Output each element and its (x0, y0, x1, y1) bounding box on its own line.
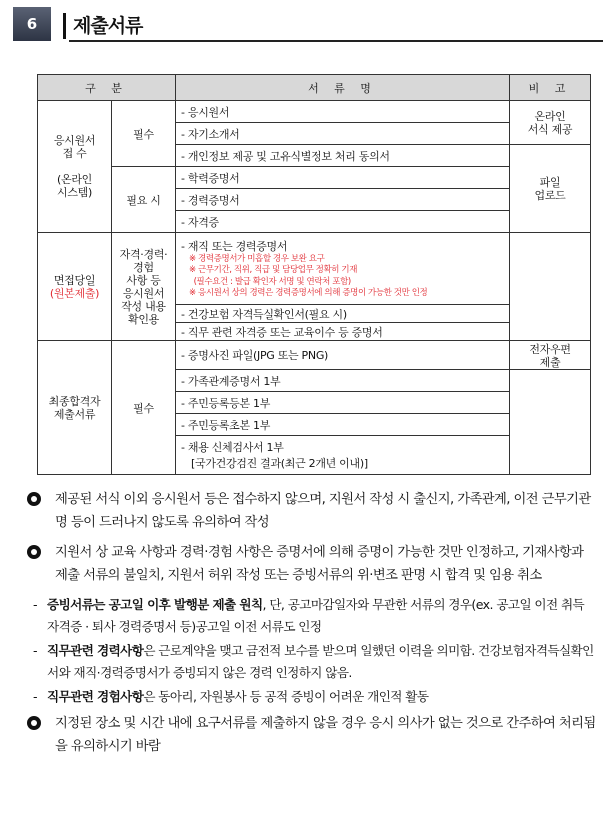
header-remarks: 비 고 (510, 75, 591, 101)
group3-note-empty (510, 370, 591, 475)
list-item: - 주민등록초본 1부 (176, 414, 510, 436)
section-header (13, 7, 603, 41)
section-title: 제출서류 (73, 15, 143, 37)
list-item: - 자격증 (176, 211, 510, 233)
list-item: - 응시원서 (176, 101, 510, 123)
list-item: - 건강보험 자격득실확인서(필요 시) (176, 305, 510, 323)
list-item: - 주민등록등본 1부 (176, 392, 510, 414)
documents-table (37, 74, 591, 475)
list-item: - 재직 또는 경력증명서 ※ 경력증명서가 미흡할 경우 보완 요구 ※ 근무기간, 직위, 직급 및 담당업무 정확히 기재 (필수요건 : 발급 확인자 서명 및 연락처 포함) ※ 응시원서 상의 경력은 경력증명서에 의해 증명이 가능한 것만 인정 (176, 233, 510, 305)
list-item: - 채용 신체검사서 1부 [국가건강검진 결과(최근 2개년 이내)] (176, 436, 510, 475)
table-row (38, 233, 591, 305)
note-item: 지원서 상 교육 사항과 경력·경험 사항은 증명서에 의해 증명이 가능한 것만 인정하고, 기재사항과 제출 서류의 불일치, 지원서 허위 작성 또는 증빙서류의 위·변조 판명 시 합격 및 임용 취소 (27, 541, 597, 587)
list-item: - 직무 관련 자격증 또는 교육이수 등 증명서 (176, 323, 510, 341)
list-item: - 학력증명서 (176, 167, 510, 189)
list-item: - 가족관계증명서 1부 (176, 370, 510, 392)
header-document-name: 서 류 명 (176, 75, 510, 101)
group1-required-label: 필수 (112, 101, 176, 167)
group3-note: 전자우편 제출 (510, 341, 591, 370)
group1-optional-label: 필요 시 (112, 167, 176, 233)
list-item: - 증명사진 파일(JPG 또는 PNG) (176, 341, 510, 370)
list-item: - 경력증명서 (176, 189, 510, 211)
list-item: - 자기소개서 (176, 123, 510, 145)
sub-note-item: - 증빙서류는 공고일 이후 발행분 제출 원칙, 단, 공고마감일자와 무관한 서류의 경우(ex. 공고일 이전 취득 자격증 · 퇴사 경력증명서 등)공고일 이전 서류도 인정 (33, 597, 585, 634)
group2-sublabel: 자격·경력· 경험 사항 등 응시원서 작성 내용 확인용 (112, 233, 176, 341)
group2-note (510, 233, 591, 341)
original-required-note: (원본제출) (49, 286, 100, 300)
table-row (38, 167, 591, 189)
header-underline (69, 40, 603, 42)
circle-bullet-icon (27, 545, 41, 559)
group1-label: 응시원서 접 수 (온라인 시스템) (38, 101, 112, 233)
section-number-badge: 6 (13, 7, 51, 41)
table-header-row (38, 75, 591, 101)
group1-note-top: 온라인 서식 제공 (510, 101, 591, 145)
group3-required-label: 필수 (112, 341, 176, 475)
circle-bullet-icon (27, 492, 41, 506)
notes-section (27, 488, 597, 765)
header-divider (63, 13, 66, 39)
table-row (38, 101, 591, 123)
sub-note-item: - 직무관련 경력사항은 근로계약을 맺고 금전적 보수를 받으며 일했던 이력을 의미함. 건강보험자격득실확인서와 재직·경력증명서가 증빙되지 않은 경력 인정하지 않음. (33, 643, 594, 680)
group1-note-bottom: 파일 업로드 (510, 145, 591, 233)
list-item: - 개인정보 제공 및 고유식별정보 처리 동의서 (176, 145, 510, 167)
group2-label: 면접당일 (원본제출) (38, 233, 112, 341)
note-item: 지정된 장소 및 시간 내에 요구서류를 제출하지 않을 경우 응시 의사가 없는 것으로 간주하여 처리됨을 유의하시기 바람 (27, 712, 597, 758)
group3-label: 최종합격자 제출서류 (38, 341, 112, 475)
note-item: 제공된 서식 이외 응시원서 등은 접수하지 않으며, 지원서 작성 시 출신지, 가족관계, 이전 근무기관명 등이 드러나지 않도록 유의하여 작성 (27, 488, 597, 534)
circle-bullet-icon (27, 716, 41, 730)
table-row (38, 341, 591, 370)
sub-note-item: - 직무관련 경험사항은 동아리, 자원봉사 등 공적 증빙이 어려운 개인적 활동 (33, 689, 429, 704)
header-category: 구 분 (38, 75, 176, 101)
